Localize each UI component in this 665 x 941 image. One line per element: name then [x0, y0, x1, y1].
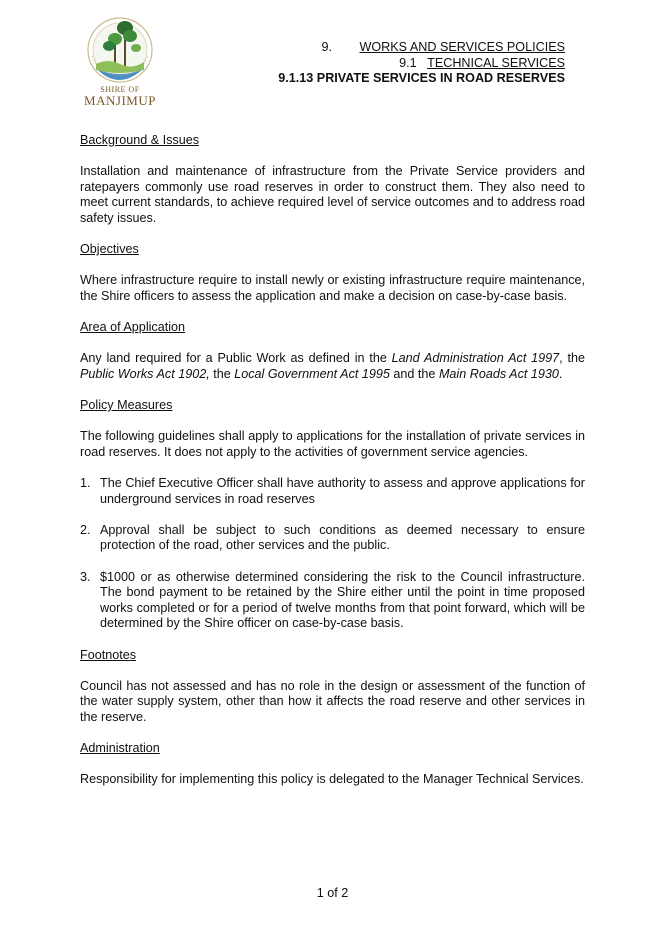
logo-manjimup-text: MANJIMUP [84, 93, 156, 108]
background-heading: Background & Issues [80, 133, 200, 147]
objectives-heading: Objectives [80, 242, 139, 257]
list-item-number: 2. [80, 522, 91, 537]
area-text-part: the [209, 366, 235, 381]
policy-title: 9.1.13 PRIVATE SERVICES IN ROAD RESERVES [278, 71, 565, 85]
list-item-number: 1. [80, 476, 91, 491]
area-text-part: . [558, 366, 563, 381]
subsection-title: TECHNICAL SERVICES [427, 56, 565, 70]
land-admin-act: Land Administration Act 1997 [391, 351, 560, 366]
public-works-act: Public Works Act 1902, [80, 366, 210, 381]
area-text-part: and the [389, 366, 439, 381]
area-text-part: , the [559, 351, 585, 366]
list-item-text: $1000 or as otherwise determined considering the risk to the Council infrastructure. The bond payment to be retained by the Shire either until the point in time proposed works completed or for a period of twelve months from that point forward, which will be determined by the Shire officer on case-by-case basis. [100, 569, 585, 631]
section-number: 9. [321, 40, 332, 54]
main-roads-act: Main Roads Act 1930 [438, 366, 559, 381]
area-text [80, 351, 585, 382]
local-government-act: Local Government Act 1995 [234, 366, 390, 381]
subsection-number: 9.1 [399, 56, 417, 70]
list-item [80, 570, 585, 632]
list-item-text: Approval shall be subject to such conditions as deemed necessary to ensure protection of the road, other services and the public. [100, 522, 585, 553]
list-item-text: The Chief Executive Officer shall have authority to assess and approve applications for underground services in road reserves [100, 476, 585, 506]
area-heading: Area of Application [80, 320, 186, 335]
logo-shire-of-text: SHIRE OF [100, 85, 140, 94]
footnotes-text: Council has not assessed and has no role in the design or assessment of the function of the water supply system, other than how it affects the road reserve and other services in the reserve. [80, 678, 585, 724]
policy-measures-heading: Policy Measures [80, 398, 173, 413]
footnotes-heading: Footnotes [80, 647, 137, 662]
area-text-part: Any land required for a Public Work as defined in the [80, 351, 392, 366]
section-title: WORKS AND SERVICES POLICIES [359, 40, 565, 54]
objectives-text: Where infrastructure require to install newly or existing infrastructure require maintenance, the Shire officers to assess the application and make a decision on case-by-case basis. [80, 273, 585, 303]
policy-measures-text: The following guidelines shall apply to applications for the installation of private services in road reserves. It does not apply to the activities of government service agencies. [80, 429, 585, 459]
page-number: 1 of 2 [316, 886, 349, 900]
administration-text: Responsibility for implementing this policy is delegated to the Manager Technical Services. [80, 772, 584, 787]
subsection-header [399, 56, 565, 71]
policy-body [80, 133, 585, 804]
section-header [321, 40, 565, 55]
background-text: Installation and maintenance of infrastructure from the Private Service providers and ratepayers commonly use road reserves in order to construct them. They also need to meet current standards, to achieve required level of service outcomes and to address road safety issues. [80, 164, 585, 225]
list-item [80, 476, 585, 507]
administration-heading: Administration [80, 741, 160, 756]
list-item [80, 523, 585, 554]
list-item-number: 3. [80, 569, 91, 584]
policy-measures-list [80, 476, 585, 632]
